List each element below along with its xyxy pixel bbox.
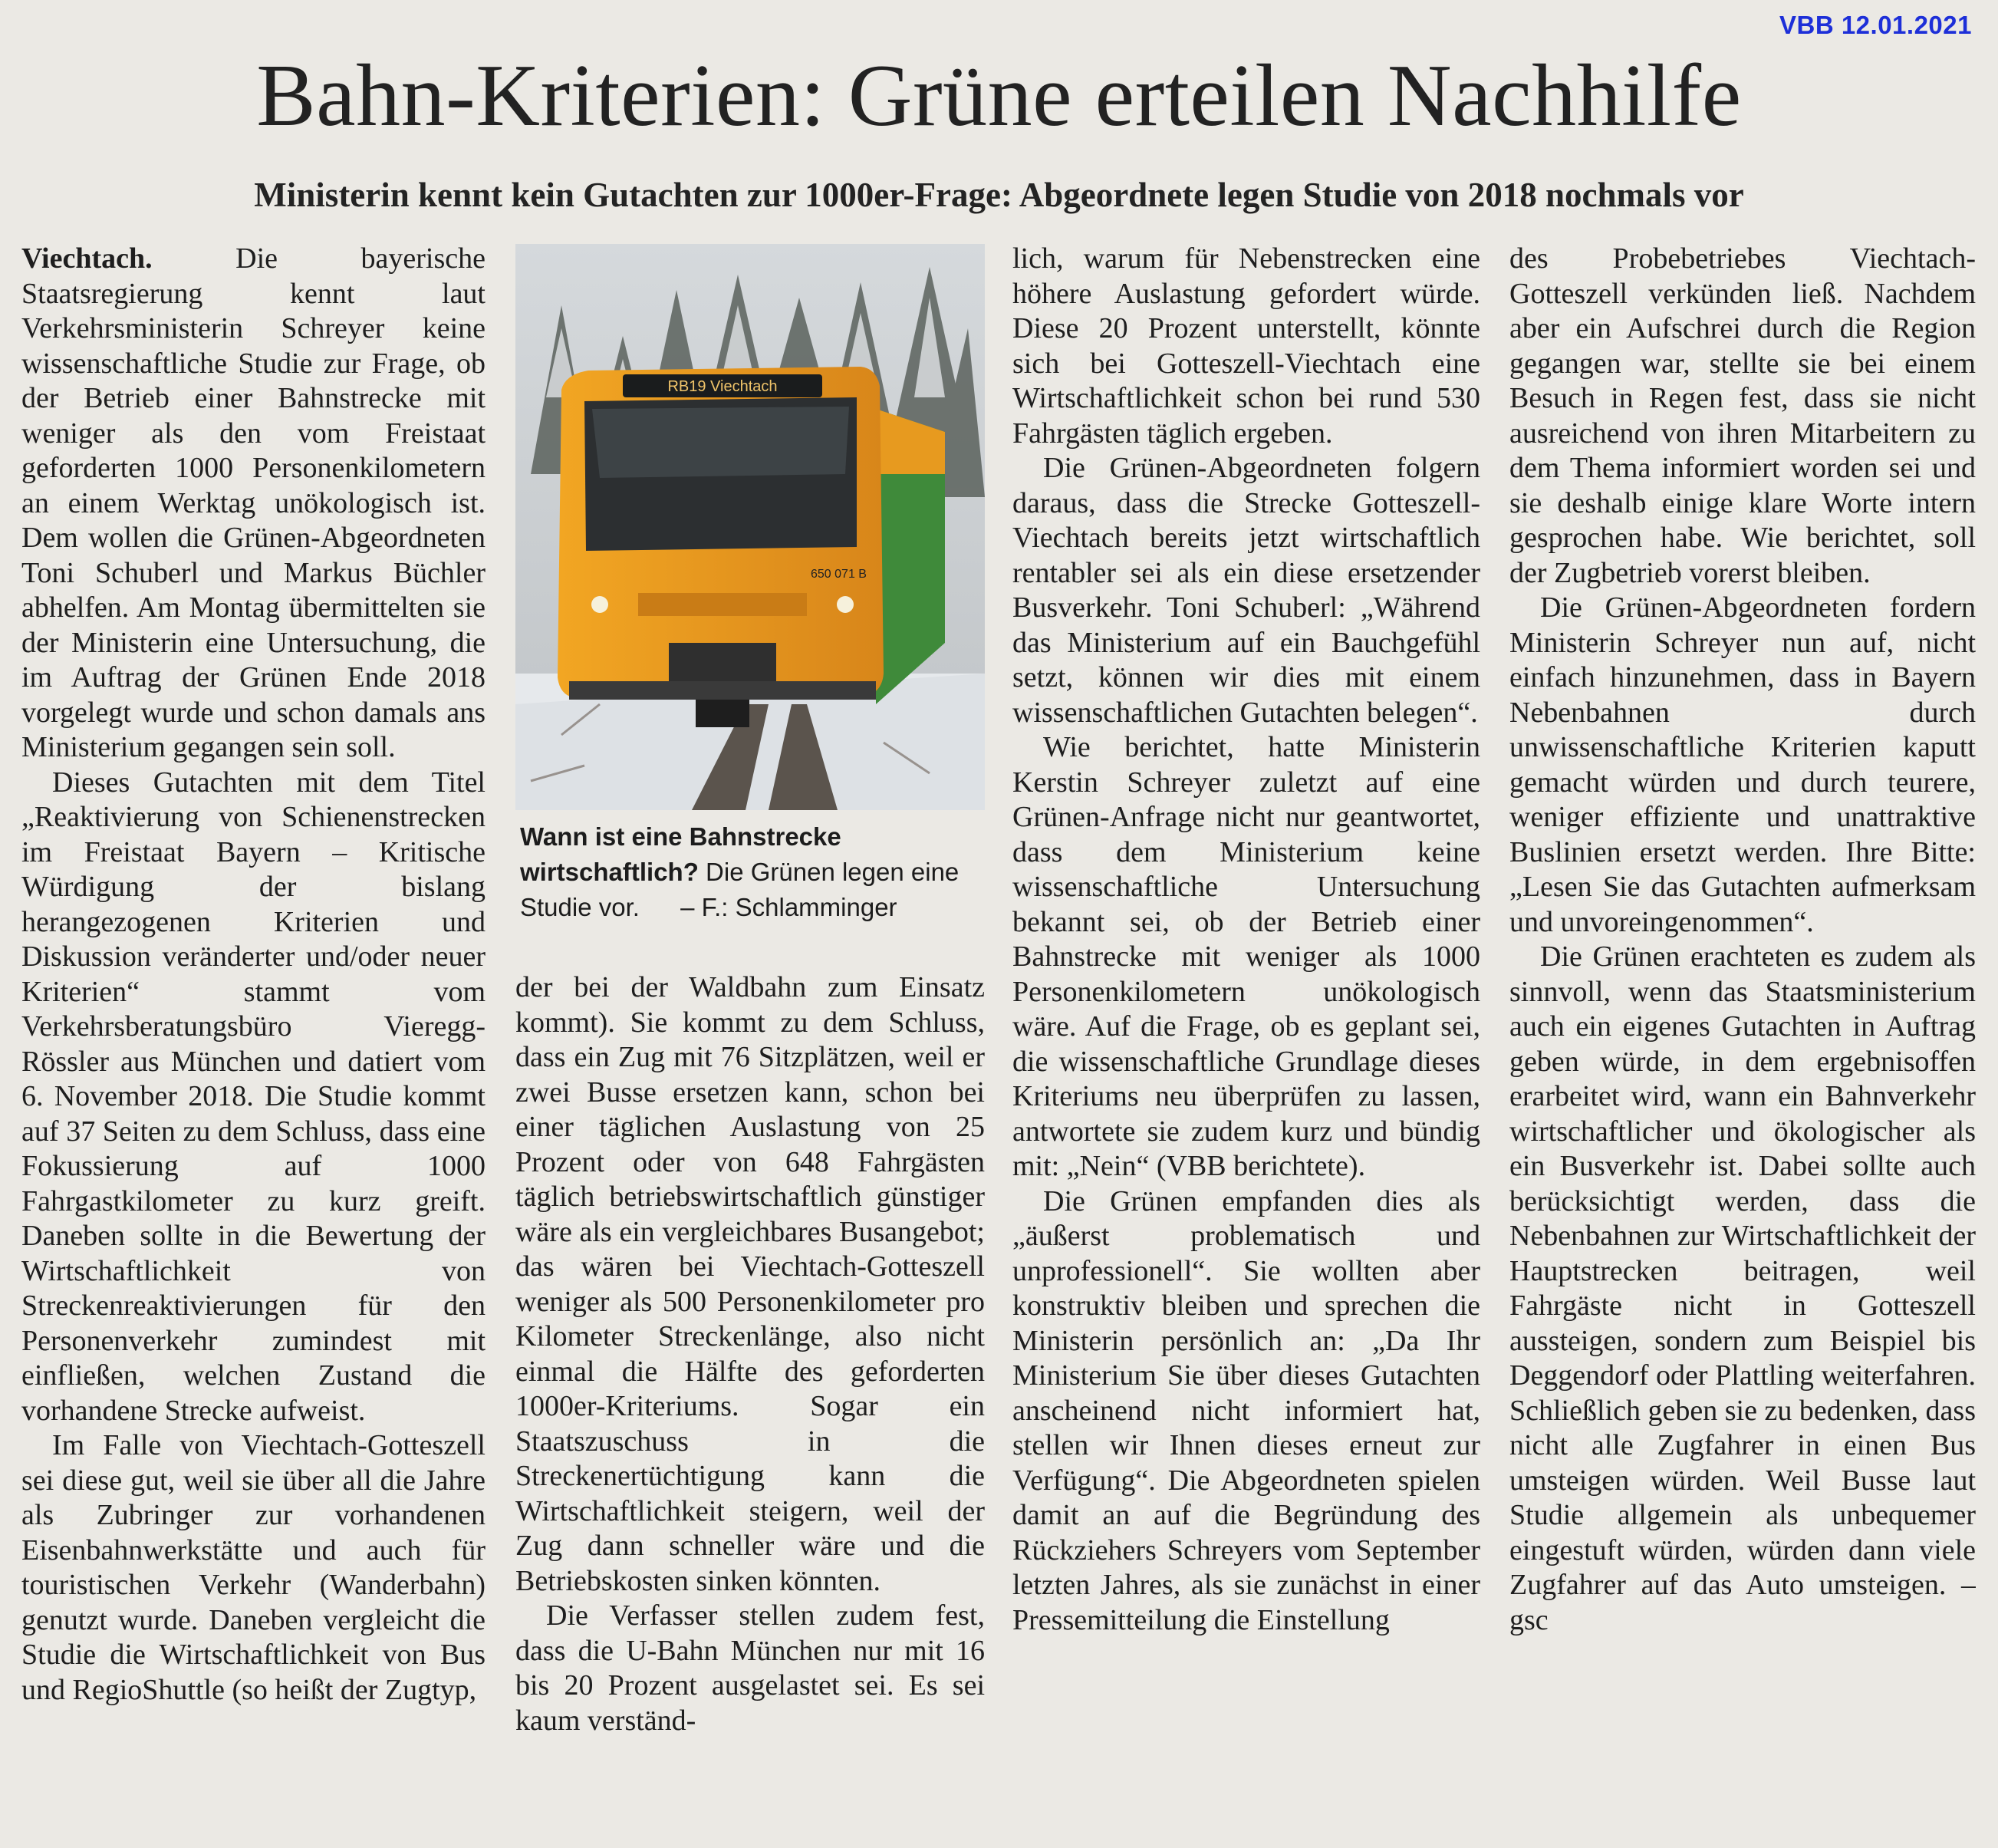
article-paragraph: Die Verfasser stellen zudem fest, dass die U-Bahn München nur mit 16 bis 20 Prozent ausgelastet sei. Es sei kaum verständ- (515, 1599, 985, 1737)
article-paragraph: Die Grünen-Abgeordneten folgern daraus, dass die Strecke Gotteszell-Viechtach bereits jetzt wirtschaftlich rentabler sei als ein diese ersetzender Busverkehr. Toni Schuberl: „Während das Ministerium auf ein Bauchgefühl setzt, können wir dies mit einem wissenschaftlichen Gutachten belegen“. (1012, 452, 1480, 729)
dateline: Viechtach. (21, 242, 153, 275)
article-paragraph: Viechtach. Die bayerische Staatsregierung kennt laut Verkehrsministerin Schreyer keine wissenschaftliche Studie zur Frage, ob der Betrieb einer Bahnstrecke mit weniger als den vom Freistaat geforderten 1000 Personenkilometern an einem Werktag unökologisch ist. Dem wollen die Grünen-Abgeordneten Toni Schuberl und Markus Büchler abhelfen. Am Montag übermittelten sie der Ministerin eine Untersuchung, die im Auftrag der Grünen Ende 2018 vorgelegt wurde und schon damals ans Ministerium gegangen sein soll. (21, 242, 486, 763)
article-column-2 (515, 970, 985, 1841)
caption-text: Die Grünen legen eine Studie vor. (520, 858, 960, 921)
article-column-3 (1012, 242, 1480, 1841)
headline: Bahn-Kriterien: Grüne erteilen Nachhilfe (256, 47, 1742, 145)
article-column-4 (1509, 242, 1976, 1841)
article-paragraph: Im Falle von Viechtach-Gotteszell sei diese gut, weil sie über all die Jahre als Zubringer zur vorhandenen Eisenbahnwerkstätte und auch für touristischen Verkehr (Wanderbahn) genutzt wurde. Daneben vergleicht die Studie die Wirtschaftlichkeit von Bus und RegioShuttle (so heißt der Zugtyp, (21, 1429, 486, 1706)
subheadline: Ministerin kennt kein Gutachten zur 1000er-Frage: Abgeordnete legen Studie von 2018 nochmals vor (254, 176, 1744, 214)
article-paragraph: Die Grünen-Abgeordneten fordern Ministerin Schreyer nun auf, nicht einfach hinzunehmen, dass in Bayern Nebenbahnen durch unwissenschaftliche Kriterien kaputt gemacht würden und durch teurere, weniger effiziente und unattraktive Buslinien ersetzt werden. Ihre Bitte: „Lesen Sie das Gutachten aufmerksam und unvoreingenommen“. (1509, 591, 1976, 938)
date-stamp: VBB 12.01.2021 (1779, 11, 1972, 39)
photo-credit: – F.: Schlamminger (680, 893, 897, 921)
article-paragraph: lich, warum für Nebenstrecken eine höhere Auslastung gefordert würde. Diese 20 Prozent unterstellt, könnte sich bei Gotteszell-Viechtach eine Wirtschaftlichkeit schon bei rund 530 Fahrgästen täglich ergeben. (1012, 242, 1480, 450)
caption-bold: Wann ist eine Bahnstrecke wirtschaftlich? (520, 822, 841, 886)
article-column-1 (21, 242, 486, 1841)
article-paragraph: Dieses Gutachten mit dem Titel „Reaktivierung von Schienenstrecken im Freistaat Bayern – Kritische Würdigung der bislang herangezogenen Kriterien und Diskussion veränderter und/oder neuer Kriterien“ stammt vom Verkehrsberatungsbüro Vieregg-Rössler aus München und datiert vom 6. November 2018. Die Studie kommt auf 37 Seiten zu dem Schluss, dass eine Fokussierung auf 1000 Fahrgastkilometer zu kurz greift. Daneben sollte in die Bewertung der Wirtschaftlichkeit von Streckenreaktivierungen für den Personenverkehr zumindest mit einfließen, welchen Zustand die vorhandene Strecke aufweist. (21, 766, 486, 1427)
article-paragraph: des Probebetriebes Viechtach-Gotteszell verkünden ließ. Nachdem aber ein Aufschrei durch die Region gegangen war, stellte sie bei einem Besuch in Regen fest, dass sie nicht ausreichend von ihren Mitarbeitern zu dem Thema informiert worden sei und sie deshalb einige klare Worte intern gesprochen habe. Wie berichtet, soll der Zugbetrieb vorerst bleiben. (1509, 242, 1976, 589)
destination-display: RB19 Viechtach (667, 378, 778, 395)
article-paragraph: der bei der Waldbahn zum Einsatz kommt). Sie kommt zu dem Schluss, dass ein Zug mit 76 Sitzplätzen, weil er zwei Busse ersetzen kann, schon bei einer täglichen Auslastung von 25 Prozent oder von 648 Fahrgästen täglich betriebswirtschaftlich günstiger wäre als ein vergleichbares Busangebot; das wären bei Viechtach-Gotteszell weniger als 500 Personenkilometer pro Kilometer Streckenlänge, also nicht einmal die Hälfte des geforderten 1000er-Kriteriums. Sogar ein Staatszuschuss in die Streckenertüchtigung kann die Wirtschaftlichkeit steigern, weil der Zug dann schneller wäre und die Betriebskosten sinken könnten. (515, 971, 985, 1597)
article-paragraph: Die Grünen empfanden dies als „äußerst problematisch und unprofessionell“. Sie wollten aber konstruktiv bleiben und sprechen die Ministerin persönlich an: „Da Ihr Ministerium Sie über dieses Gutachten anscheinend nicht informiert hat, stellen wir Ihnen dieses erneut zur Verfügung“. Die Abgeordneten spielen damit an auf die Begründung des Rückziehers Schreyers vom September letzten Jahres, als sie zunächst in einer Pressemitteilung die Einstellung (1012, 1184, 1480, 1636)
photo-caption (520, 819, 985, 925)
train-photo (515, 244, 985, 810)
article-paragraph: Die Grünen erachteten es zudem als sinnvoll, wenn das Staatsministerium auch ein eigenes Gutachten in Auftrag geben würde, in dem ergebnisoffen erarbeitet wird, wann ein Bahnverkehr wirtschaftlicher und ökologischer als ein Busverkehr ist. Dabei sollte auch berücksichtigt werden, dass die Nebenbahnen zur Wirtschaftlichkeit der Hauptstrecken beitragen, weil Fahrgäste nicht in Gotteszell aussteigen, sondern zum Beispiel bis Deggendorf oder Plattling weiterfahren. Schließlich geben sie zu bedenken, dass nicht alle Zugfahrer in einen Bus umsteigen würden. Weil Busse laut Studie allgemein als unbequemer eingestuft würden, würden dann viele Zugfahrer auf das Auto umsteigen. – gsc (1509, 940, 1976, 1636)
article-paragraph: Wie berichtet, hatte Ministerin Kerstin Schreyer zuletzt auf eine Grünen-Anfrage nicht nur geantwortet, dass dem Ministerium keine wissenschaftliche Untersuchung bekannt sei, ob der Betrieb einer Bahnstrecke mit weniger als 1000 Personenkilometern unökologisch wäre. Auf die Frage, ob es geplant sei, die wissenschaftliche Grundlage dieses Kriteriums neu überprüfen zu lassen, antwortete sie zudem kurz und bündig mit: „Nein“ (VBB berichtete). (1012, 731, 1480, 1182)
train-number: 650 071 B (811, 568, 867, 581)
